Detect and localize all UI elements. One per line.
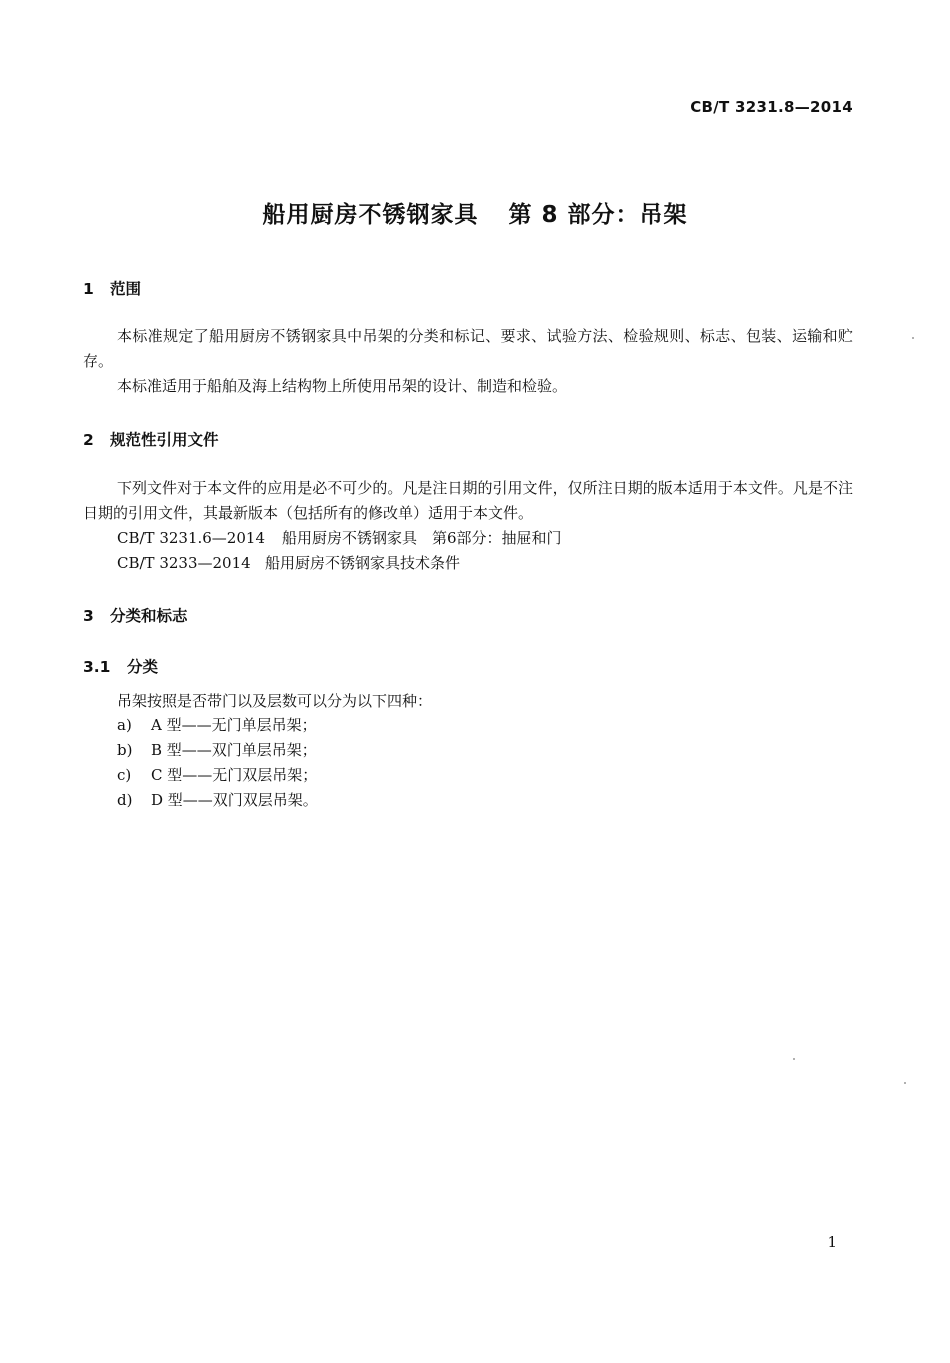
document-title: [0, 196, 950, 229]
section-2-number: 2: [83, 431, 94, 449]
section-2-title: 规范性引用文件: [110, 431, 219, 449]
section-3-1-title: 分类: [127, 658, 159, 676]
list-item: [117, 713, 317, 738]
reference-title: 船用厨房不锈钢家具技术条件: [265, 554, 461, 572]
list-marker: d): [117, 791, 133, 809]
list-text: B 型——双门单层吊架；: [151, 741, 317, 759]
section-3-title: 分类和标志: [110, 607, 188, 625]
section-3-number: 3: [83, 607, 94, 625]
list-marker: c): [117, 766, 132, 784]
section-1-paragraph-2: 本标准适用于船舶及海上结构物上所使用吊架的设计、制造和检验。: [117, 377, 568, 395]
scan-speck: [904, 1082, 906, 1084]
section-1-title: 范围: [110, 280, 142, 298]
section-3-heading: [83, 604, 188, 626]
section-2-heading: [83, 428, 219, 450]
page-number: 1: [827, 1233, 837, 1251]
section-1-number: 1: [83, 280, 94, 298]
scan-speck: [793, 1058, 795, 1060]
section-2-paragraph-1: 下列文件对于本文件的应用是必不可少的。凡是注日期的引用文件，仅所注日期的版本适用于本文件。凡是不注日期的引用文件，其最新版本（包括所有的修改单）适用于本文件。: [83, 479, 853, 522]
list-marker: b): [117, 741, 133, 759]
reference-code: CB/T 3231.6—2014: [117, 529, 265, 547]
classification-intro: 吊架按照是否带门以及层数可以分为以下四种：: [117, 692, 433, 710]
section-3-1-number: 3.1: [83, 658, 111, 676]
standard-code: CB/T 3231.8—2014: [690, 98, 853, 116]
list-marker: a): [117, 716, 132, 734]
section-1-paragraph-1: 本标准规定了船用厨房不锈钢家具中吊架的分类和标记、要求、试验方法、检验规则、标志、包装、运输和贮存。: [83, 327, 853, 370]
title-main: 船用厨房不锈钢家具: [262, 202, 479, 228]
title-part: 第 8 部分：吊架: [508, 202, 688, 228]
reference-code: CB/T 3233—2014: [117, 554, 251, 572]
reference-title: 船用厨房不锈钢家具 第6部分：抽屉和门: [282, 529, 562, 547]
scan-speck: [912, 337, 914, 339]
reference-item: [117, 526, 562, 551]
list-item: [117, 788, 318, 813]
list-text: D 型——双门双层吊架。: [151, 791, 318, 809]
list-item: [117, 763, 317, 788]
list-text: A 型——无门单层吊架；: [151, 716, 317, 734]
section-1-heading: [83, 277, 141, 299]
section-3-1-heading: [83, 655, 158, 677]
list-text: C 型——无门双层吊架；: [151, 766, 318, 784]
list-item: [117, 738, 317, 763]
reference-item: [117, 551, 460, 576]
